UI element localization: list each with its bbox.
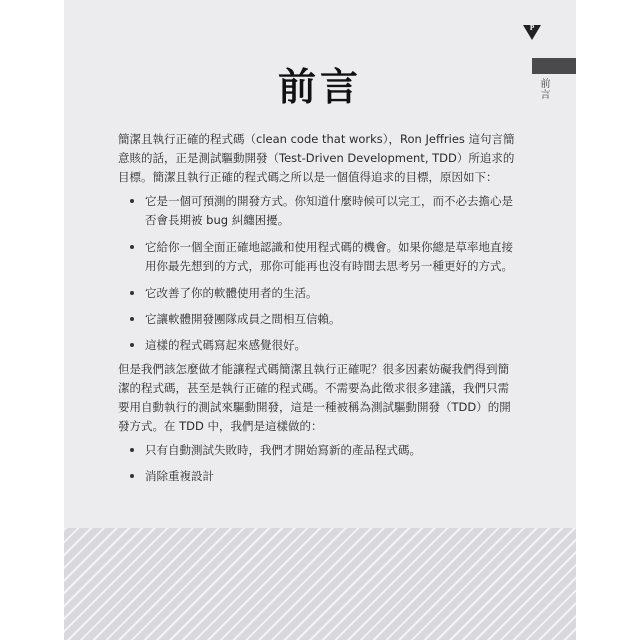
bullet-icon bbox=[130, 448, 134, 452]
decorative-stripe-band bbox=[64, 528, 576, 640]
list-item bbox=[130, 336, 515, 355]
bullet-icon bbox=[130, 245, 134, 249]
list-item bbox=[130, 310, 515, 329]
list-item bbox=[130, 238, 515, 276]
chapter-marker-letter: P bbox=[529, 25, 535, 32]
list-item-text: 它給你一個全面正確地認識和使用程式碼的機會。如果你總是草率地直接用你最先想到的方式，那你可能再也沒有時間去思考另一種更好的方式。 bbox=[145, 240, 513, 273]
bullet-icon bbox=[130, 343, 134, 347]
list-item bbox=[130, 284, 515, 303]
list-item bbox=[130, 441, 515, 460]
list-item-text: 它是一個可預測的開發方式。你知道什麼時候可以完工，而不必去擔心是否會長期被 bug 糾纏困擾。 bbox=[145, 194, 513, 227]
page-title: 前言 bbox=[277, 65, 362, 109]
list-item-text: 它改善了你的軟體使用者的生活。 bbox=[145, 286, 318, 300]
body-paragraph: 但是我們該怎麼做才能讓程式碼簡潔且執行正確呢？很多因素妨礙我們得到簡潔的程式碼，甚至是執行正確的程式碼。不需要為此徵求很多建議，我們只需要用自動執行的測試來驅動開發，這是一種被稱為測試驅動開發（TDD）的開發方式。在 TDD 中，我們是這樣做的： bbox=[118, 362, 511, 433]
list-item-text: 只有自動測試失敗時，我們才開始寫新的產品程式碼。 bbox=[145, 443, 421, 457]
list-item-text: 消除重複設計 bbox=[145, 469, 214, 483]
list-item-text: 這樣的程式碼寫起來感覺很好。 bbox=[145, 338, 306, 352]
list-item bbox=[130, 192, 515, 230]
bullet-icon bbox=[130, 317, 134, 321]
bullet-icon bbox=[130, 474, 134, 478]
section-tab-label: 前言 bbox=[538, 78, 549, 100]
bullet-icon bbox=[130, 291, 134, 295]
list-item bbox=[130, 467, 515, 486]
bullet-icon bbox=[130, 199, 134, 203]
intro-paragraph: 簡潔且執行正確的程式碼（clean code that works），Ron Jeffries 這句言簡意賅的話，正是測試驅動開發（Test-Driven Development, TDD）所追求的目標。簡潔且執行正確的程式碼之所以是一個值得追求的目標，原因如下： bbox=[118, 132, 515, 184]
list-item-text: 它讓軟體開發團隊成員之間相互信賴。 bbox=[145, 312, 341, 326]
